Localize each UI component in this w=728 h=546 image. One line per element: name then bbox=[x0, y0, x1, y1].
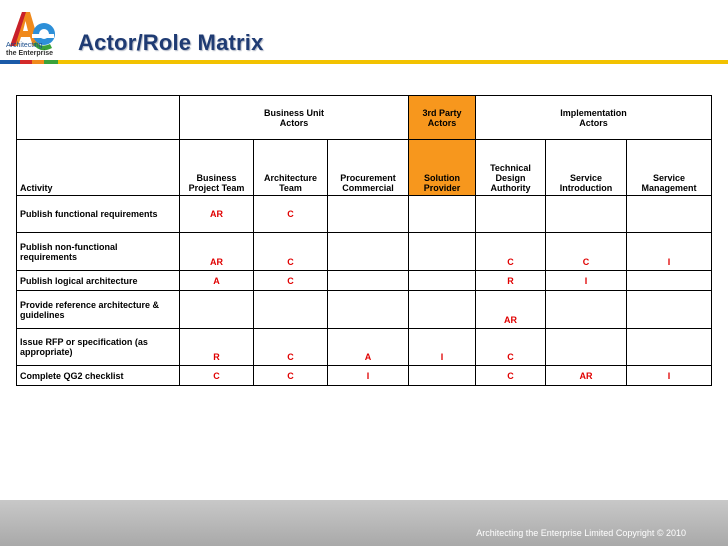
table-row bbox=[17, 196, 712, 233]
divider-yellow bbox=[58, 60, 728, 64]
col-header-line2: Team bbox=[279, 183, 302, 193]
role-cell bbox=[409, 291, 476, 329]
col-header-line1: Procurement bbox=[340, 173, 396, 183]
group-business-unit bbox=[180, 96, 409, 140]
table-row bbox=[17, 329, 712, 366]
activity-cell bbox=[17, 196, 180, 233]
role-cell bbox=[328, 233, 409, 271]
activity-line1: Publish non-functional bbox=[20, 241, 118, 252]
activity-line1: Complete QG2 checklist bbox=[20, 370, 124, 381]
role-cell: AR bbox=[180, 233, 254, 271]
activity-cell bbox=[17, 271, 180, 291]
table-row bbox=[17, 271, 712, 291]
role-cell bbox=[328, 196, 409, 233]
divider-orange bbox=[32, 60, 44, 64]
group-label-line1: Business Unit bbox=[263, 107, 324, 118]
role-cell bbox=[546, 196, 627, 233]
col-header-line2: Provider bbox=[423, 183, 461, 193]
activity-header: Activity bbox=[17, 140, 180, 196]
corner-cell bbox=[17, 96, 180, 140]
group-implementation bbox=[476, 96, 712, 140]
role-cell: C bbox=[476, 366, 546, 386]
activity-line2: appropriate) bbox=[20, 347, 73, 357]
col-header-line1: Business bbox=[196, 173, 237, 183]
actor-role-matrix bbox=[16, 95, 712, 386]
col-header-line2: Commercial bbox=[342, 183, 394, 193]
role-cell bbox=[546, 291, 627, 329]
role-cell bbox=[627, 196, 712, 233]
role-cell: C bbox=[254, 271, 328, 291]
role-cell: C bbox=[254, 196, 328, 233]
role-cell bbox=[254, 291, 328, 329]
col-header-business-project-team bbox=[180, 140, 254, 196]
copyright-text: Architecting the Enterprise Limited Copyright © 2010 bbox=[476, 528, 686, 538]
col-header-technical-design-authority bbox=[476, 140, 546, 196]
col-header-solution-provider bbox=[409, 140, 476, 196]
group-label-line2: Actors bbox=[579, 117, 608, 128]
group-label-line2: Actors bbox=[427, 117, 457, 128]
role-cell: C bbox=[476, 233, 546, 271]
role-cell bbox=[627, 329, 712, 366]
activity-cell bbox=[17, 233, 180, 271]
activity-line1: Publish logical architecture bbox=[20, 275, 138, 286]
activity-line2: guidelines bbox=[20, 309, 65, 320]
role-cell: C bbox=[546, 233, 627, 271]
logo-line1: Architecting bbox=[6, 42, 43, 49]
col-header-line3: Authority bbox=[490, 183, 531, 193]
col-header-line2: Introduction bbox=[559, 183, 613, 193]
role-cell: C bbox=[180, 366, 254, 386]
group-label-line1: Implementation bbox=[560, 107, 627, 118]
role-cell: C bbox=[254, 366, 328, 386]
activity-cell bbox=[17, 366, 180, 386]
col-header-line2: Project Team bbox=[188, 183, 245, 193]
col-header-service-management bbox=[627, 140, 712, 196]
role-cell bbox=[180, 291, 254, 329]
role-cell bbox=[546, 329, 627, 366]
role-cell: C bbox=[254, 233, 328, 271]
role-cell: C bbox=[254, 329, 328, 366]
role-cell: I bbox=[627, 233, 712, 271]
role-cell bbox=[476, 196, 546, 233]
activity-line1: Issue RFP or specification (as bbox=[20, 337, 148, 347]
table-row bbox=[17, 233, 712, 271]
activity-line1: Publish functional requirements bbox=[20, 209, 158, 219]
role-cell: R bbox=[180, 329, 254, 366]
group-label-line1: 3rd Party bbox=[422, 107, 462, 118]
page-title: Actor/Role Matrix bbox=[78, 30, 264, 55]
col-header-line1: Service bbox=[569, 173, 603, 183]
activity-line1: Provide reference architecture & bbox=[20, 299, 160, 310]
col-header-procurement-commercial bbox=[328, 140, 409, 196]
role-cell bbox=[409, 233, 476, 271]
col-header-architecture-team bbox=[254, 140, 328, 196]
col-header-line1: Solution bbox=[424, 173, 460, 183]
group-third-party bbox=[409, 96, 476, 140]
activity-cell bbox=[17, 329, 180, 366]
divider-green bbox=[44, 60, 58, 64]
col-header-line2: Design bbox=[495, 173, 526, 183]
col-header-line2: Management bbox=[641, 183, 697, 193]
logo-text bbox=[6, 42, 53, 58]
col-header-line1: Architecture bbox=[263, 173, 317, 183]
group-label-line2: Actors bbox=[279, 117, 309, 128]
role-cell: AR bbox=[546, 366, 627, 386]
role-cell: I bbox=[627, 366, 712, 386]
role-cell bbox=[627, 271, 712, 291]
group-header-row bbox=[17, 96, 712, 140]
col-header-line1: Service bbox=[652, 173, 686, 183]
col-header-line1: Technical bbox=[490, 163, 531, 173]
col-header-service-introduction bbox=[546, 140, 627, 196]
column-header-row bbox=[17, 140, 712, 196]
role-cell bbox=[328, 291, 409, 329]
role-cell bbox=[409, 196, 476, 233]
activity-line2: requirements bbox=[20, 251, 78, 262]
role-cell: AR bbox=[180, 196, 254, 233]
role-cell: R bbox=[476, 271, 546, 291]
role-cell: A bbox=[180, 271, 254, 291]
role-cell: I bbox=[546, 271, 627, 291]
divider-red bbox=[20, 60, 32, 64]
role-cell: I bbox=[409, 329, 476, 366]
role-cell bbox=[627, 291, 712, 329]
table-row bbox=[17, 291, 712, 329]
role-cell bbox=[409, 271, 476, 291]
divider-blue bbox=[0, 60, 20, 64]
role-cell: C bbox=[476, 329, 546, 366]
role-cell bbox=[328, 271, 409, 291]
role-cell: AR bbox=[476, 291, 546, 329]
role-cell: I bbox=[328, 366, 409, 386]
activity-cell bbox=[17, 291, 180, 329]
role-cell: A bbox=[328, 329, 409, 366]
logo-line2: the Enterprise bbox=[6, 50, 54, 57]
role-cell bbox=[409, 366, 476, 386]
footer-band bbox=[0, 500, 728, 546]
table-row bbox=[17, 366, 712, 386]
